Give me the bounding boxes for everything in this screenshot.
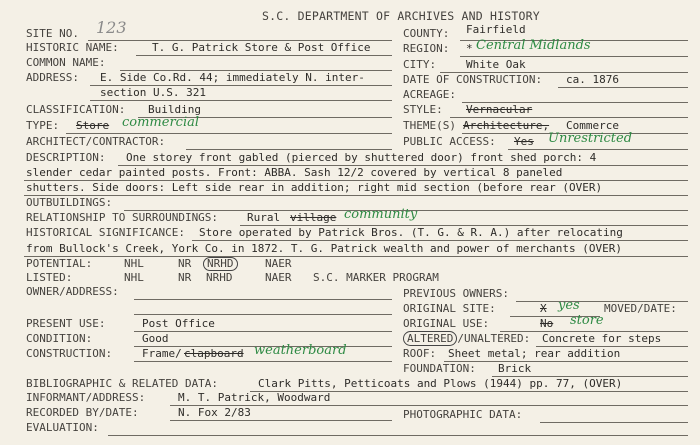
evaluation-label: EVALUATION: xyxy=(26,421,99,434)
biblio-label: BIBLIOGRAPHIC & RELATED DATA: xyxy=(26,377,219,390)
altered-circled: ALTERED xyxy=(403,331,457,346)
original-use-label: ORIGINAL USE: xyxy=(403,317,490,330)
description-line-2: slender cedar painted posts. Front: ABBA. Sash 12/2 covered by vertical 8 paneled xyxy=(26,166,563,179)
region-hand: Central Midlands xyxy=(476,38,591,53)
date-of-construction-label: DATE OF CONSTRUCTION: xyxy=(403,73,543,86)
acreage-label: ACREAGE: xyxy=(403,88,456,101)
altered-label-b: /UNALTERED: xyxy=(457,332,531,345)
description-line-1: One storey front gabled (pierced by shuttered door) front shed porch: 4 xyxy=(126,151,597,164)
recorded-label: RECORDED BY/DATE: xyxy=(26,406,139,419)
significance-line-2: from Bullock's Creek, York Co. in 1872. T. G. Patrick wealth and power of merchants (OVER) xyxy=(26,242,623,255)
themes-label: THEME(S) xyxy=(403,119,456,132)
listed-nhl: NHL xyxy=(124,271,144,284)
themes-struck: Architecture, xyxy=(463,119,550,132)
type-struck: Store xyxy=(76,119,110,132)
relationship-struck: village xyxy=(290,211,337,224)
historic-name-label: HISTORIC NAME: xyxy=(26,41,119,54)
present-use-value: Post Office xyxy=(142,317,215,330)
original-site-label: ORIGINAL SITE: xyxy=(403,302,496,315)
potential-label: POTENTIAL: xyxy=(26,257,93,270)
potential-nrhd: NRHD xyxy=(203,257,238,271)
original-site-mark: X xyxy=(540,302,547,315)
city-label: CITY: xyxy=(403,58,437,71)
city-value: White Oak xyxy=(466,58,526,71)
listed-marker: S.C. MARKER PROGRAM xyxy=(313,271,439,284)
original-use-struck: No xyxy=(540,317,554,330)
potential-nr: NR xyxy=(178,257,192,270)
roof-value: Sheet metal; rear addition xyxy=(448,347,621,360)
site-no-label: SITE NO. xyxy=(26,27,79,40)
public-access-hand: Unrestricted xyxy=(548,131,633,146)
construction-value: Frame/ xyxy=(142,347,182,360)
style-struck: Vernacular xyxy=(466,103,533,116)
previous-owners-label: PREVIOUS OWNERS: xyxy=(403,287,509,300)
date-of-construction-value: ca. 1876 xyxy=(566,73,619,86)
type-hand: commercial xyxy=(122,115,200,130)
historic-name-value: T. G. Patrick Store & Post Office xyxy=(152,41,371,54)
original-use-hand: store xyxy=(570,313,604,328)
listed-nr: NR xyxy=(178,271,192,284)
relationship-label: RELATIONSHIP TO SURROUNDINGS: xyxy=(26,211,219,224)
county-value: Fairfield xyxy=(466,23,526,36)
condition-value: Good xyxy=(142,332,169,345)
construction-label: CONSTRUCTION: xyxy=(26,347,113,360)
recorded-value: N. Fox 2/83 xyxy=(178,406,251,419)
relationship-hand: community xyxy=(344,207,418,222)
region-mark: * xyxy=(466,42,473,55)
county-label: COUNTY: xyxy=(403,27,450,40)
type-label: TYPE: xyxy=(26,119,60,132)
roof-label: ROOF: xyxy=(403,347,437,360)
description-label: DESCRIPTION: xyxy=(26,151,106,164)
altered-value: Concrete for steps xyxy=(542,332,662,345)
listed-label: LISTED: xyxy=(26,271,73,284)
potential-nhl: NHL xyxy=(124,257,144,270)
architect-label: ARCHITECT/CONTRACTOR: xyxy=(26,135,166,148)
common-name-label: COMMON NAME: xyxy=(26,56,106,69)
listed-naer: NAER xyxy=(265,271,292,284)
biblio-value: Clark Pitts, Petticoats and Plows (1944) pp. 77, (OVER) xyxy=(258,377,623,390)
owner-label: OWNER/ADDRESS: xyxy=(26,285,119,298)
style-label: STYLE: xyxy=(403,103,443,116)
moved-date-label: MOVED/DATE: xyxy=(604,302,677,315)
relationship-value: Rural xyxy=(247,211,281,224)
construction-hand: weatherboard xyxy=(254,343,347,358)
significance-label: HISTORICAL SIGNIFICANCE: xyxy=(26,226,185,239)
original-site-hand: yes xyxy=(558,298,580,313)
outbuildings-label: OUTBUILDINGS: xyxy=(26,196,113,209)
classification-value: Building xyxy=(148,103,201,116)
foundation-value: Brick xyxy=(498,362,532,375)
site-no-value: 123 xyxy=(96,18,127,37)
classification-label: CLASSIFICATION: xyxy=(26,103,126,116)
altered-label-a xyxy=(403,333,530,345)
themes-value: Commerce xyxy=(566,119,619,132)
present-use-label: PRESENT USE: xyxy=(26,317,106,330)
significance-line-1: Store operated by Patrick Bros. (T. G. & R. A.) after relocating xyxy=(199,226,623,239)
description-line-3: shutters. Side doors: Left side rear in addition; right mid section (before rear (OVER) xyxy=(26,181,603,194)
address-line-2: section U.S. 321 xyxy=(100,86,206,99)
region-label: REGION: xyxy=(403,42,450,55)
listed-nrhd: NRHD xyxy=(206,271,233,284)
informant-label: INFORMANT/ADDRESS: xyxy=(26,391,146,404)
address-line-1: E. Side Co.Rd. 44; immediately N. inter- xyxy=(100,71,365,84)
card-title: S.C. DEPARTMENT OF ARCHIVES AND HISTORY xyxy=(262,9,540,23)
photographic-data-label: PHOTOGRAPHIC DATA: xyxy=(403,408,523,421)
public-access-struck: Yes xyxy=(514,135,534,148)
condition-label: CONDITION: xyxy=(26,332,93,345)
public-access-label: PUBLIC ACCESS: xyxy=(403,135,496,148)
foundation-label: FOUNDATION: xyxy=(403,362,476,375)
construction-struck: clapboard xyxy=(184,347,244,360)
address-label: ADDRESS: xyxy=(26,71,79,84)
potential-naer: NAER xyxy=(265,257,292,270)
informant-value: M. T. Patrick, Woodward xyxy=(178,391,331,404)
